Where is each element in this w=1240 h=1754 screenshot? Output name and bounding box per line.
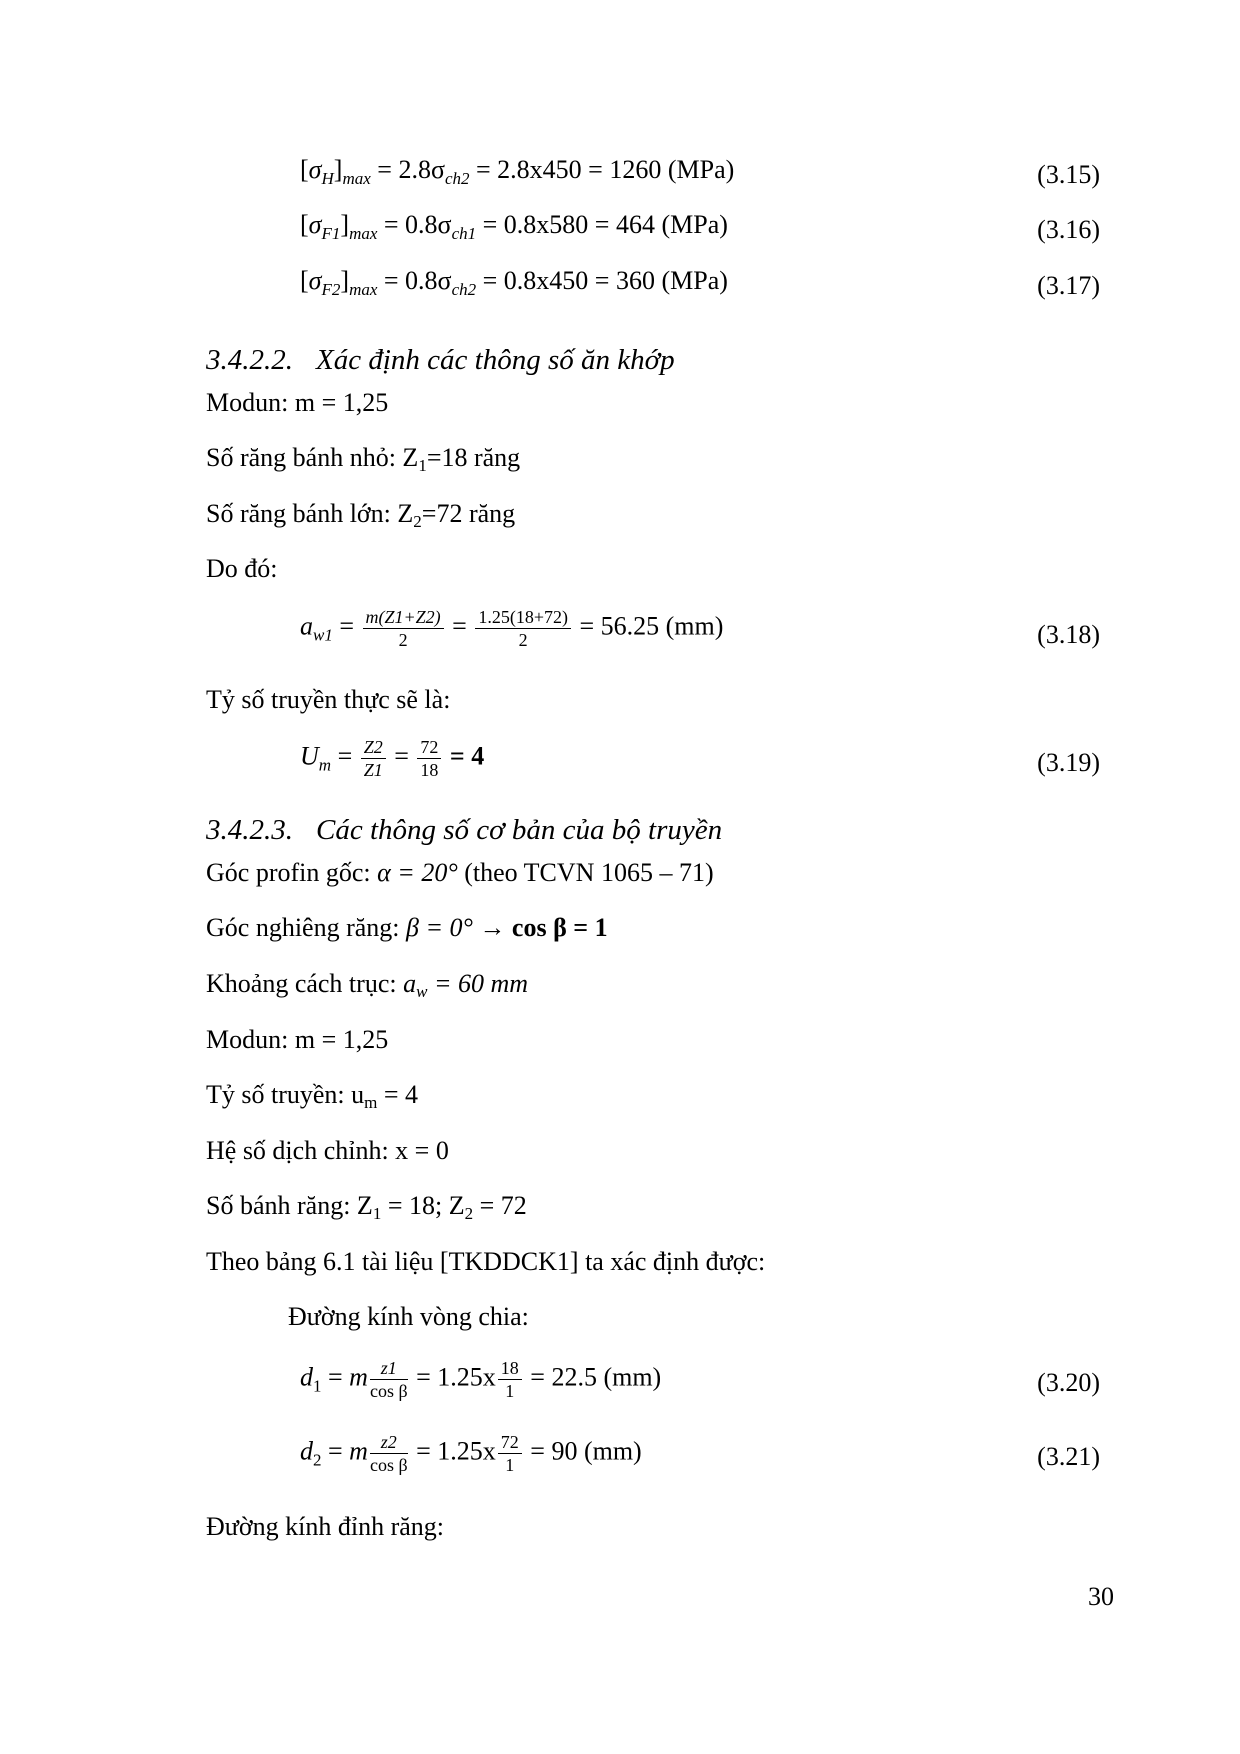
equation-3-20: $d_1 = m$ $\frac{z1}{\text{cos β}}$ = 1.25x $\frac{18}{1}$ = 22.5 (mm) [300,1358,662,1401]
z1-line: Số răng bánh nhỏ: $Z_1=18$ răng [206,443,521,475]
fraction: $\frac{72}{1}$ [498,1431,522,1476]
ty-so-line: Tỷ số truyền: $u_m = 4$ [206,1080,419,1112]
fraction: $\frac{m(Z1+Z2)}{2}$ [363,606,444,651]
equation-number: (3.20) [1037,1368,1100,1397]
fraction: $\frac{18}{1}$ [498,1357,522,1402]
equation-3-19: $U_m$ = $\frac{Z2}{Z1}$ = $\frac{72}{18}$ = 4 [300,737,485,780]
duong-kinh-dinh-line: Đường kính đỉnh răng: [206,1512,444,1541]
fraction: $\frac{z2}{\text{cos β}}$ [369,1432,408,1475]
fraction: $\frac{Z2}{Z1}$ [361,736,386,781]
modun-line-2: Modun: m = 1,25 [206,1025,389,1054]
goc-profin-line: Góc profin gốc: α = 20° (theo TCVN 1065 – 71) [206,858,714,887]
equation-number: (3.21) [1037,1442,1100,1471]
section-heading-3-4-2-3: 3.4.2.3. Các thông số cơ bản của bộ truyền [206,814,723,846]
ty-so-thuc-line: Tỷ số truyền thực sẽ là: [206,685,451,714]
goc-nghieng-line: Góc nghiêng răng: β = 0° → cos β = 1 [206,913,608,942]
page-number: 30 [1088,1582,1114,1611]
do-do-line: Do đó: [206,554,278,583]
equation-3-17: $[\sigma_{F2}]_{max} = 0.8\sigma_{ch2} = 0.8x450 = 360$ (MPa) [300,266,728,299]
khoang-cach-line: Khoảng cách trục: $a_w = 60$ mm [206,969,529,1001]
section-heading-3-4-2-2: 3.4.2.2. Xác định các thông số ăn khớp [206,344,675,376]
fraction: $\frac{1.25(18+72)}{2}$ [475,606,571,651]
modun-line: Modun: m = 1,25 [206,388,389,417]
fraction: $\frac{72}{18}$ [417,736,441,781]
equation-number: (3.18) [1037,620,1100,649]
equation-number: (3.15) [1037,160,1100,189]
equation-number: (3.17) [1037,271,1100,300]
fraction: $\frac{z1}{\text{cos β}}$ [369,1358,408,1401]
equation-3-15: $[\sigma_H]_{max} = 2.8\sigma_{ch2} = 2.8x450 = 1260$ (MPa) [300,155,735,188]
equation-3-16: $[\sigma_{F1}]_{max} = 0.8\sigma_{ch1} = 0.8x580 = 464$ (MPa) [300,210,728,243]
equation-number: (3.16) [1037,215,1100,244]
duong-kinh-chia-line: Đường kính vòng chia: [288,1302,529,1331]
z2-line: Số răng bánh lớn: $Z_2=72$ răng [206,499,516,531]
he-so-line: Hệ số dịch chỉnh: x = 0 [206,1136,449,1165]
equation-3-21: $d_2 = m$ $\frac{z2}{\text{cos β}}$ = 1.25x $\frac{72}{1}$ = 90 (mm) [300,1432,642,1475]
equation-number: (3.19) [1037,748,1100,777]
so-banh-line: Số bánh răng: $Z_1 = 18$; $Z_2 = 72$ [206,1191,527,1223]
theo-bang-line: Theo bảng 6.1 tài liệu [TKDDCK1] ta xác định được: [206,1247,766,1276]
equation-3-18: $a_{w1}$ = $\frac{m(Z1+Z2)}{2}$ = $\frac{1.25(18+72)}{2}$ = 56.25 (mm) [300,607,724,650]
